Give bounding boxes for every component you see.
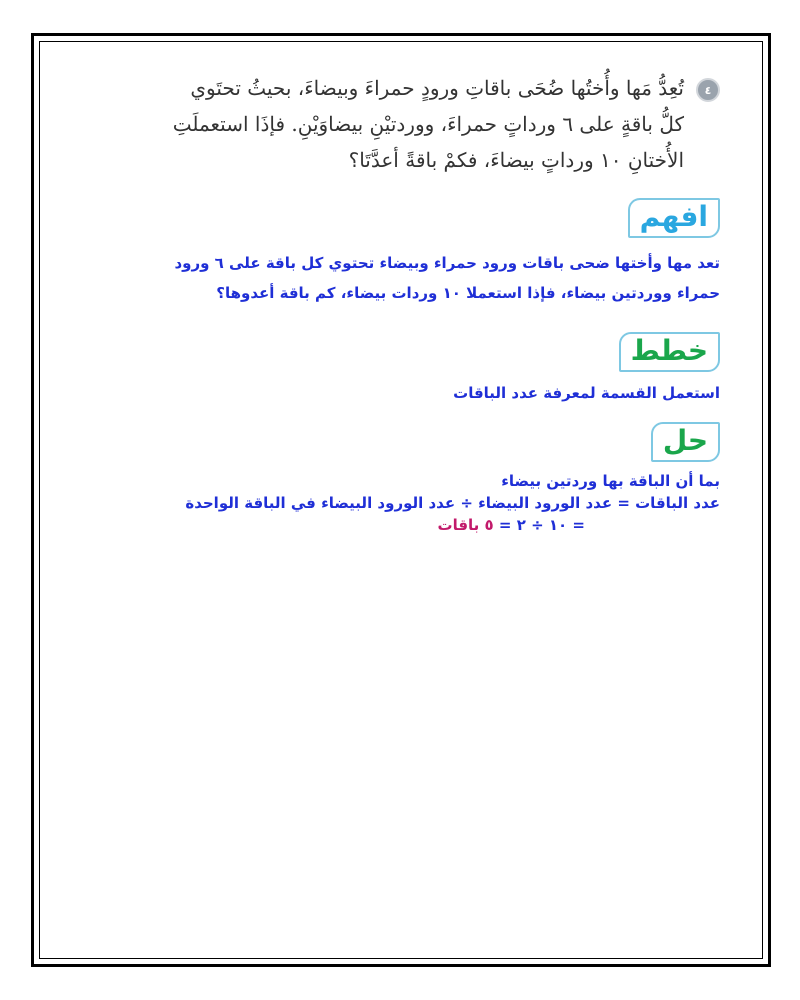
understand-text: [60, 248, 720, 308]
problem-text: [173, 70, 684, 178]
solve-line-2: عدد الباقات = عدد الورود البيضاء ÷ عدد الورود البيضاء في الباقة الواحدة: [185, 494, 720, 512]
solve-line-1: بما أن الباقة بها وردتين بيضاء: [501, 472, 720, 490]
understand-tag: افهم: [628, 198, 720, 238]
understand-line: حمراء ووردتين بيضاء، فإذا استعملا ١٠ وردات بيضاء، كم باقة أعدوها؟: [216, 284, 720, 302]
solve-answer: ٥ باقات: [437, 516, 494, 534]
problem-line: كلُّ باقةٍ على ٦ ورداتٍ حمراءَ، ووردتيْنِ بيضاوَيْنِ. فإذَا استعملَتِ: [172, 112, 684, 136]
problem-statement: [60, 70, 720, 178]
plan-tag: خطط: [619, 332, 720, 372]
problem-line: الأُختانِ ١٠ ورداتٍ بيضاءَ، فكمْ باقةً أعدَّتَا؟: [348, 148, 684, 172]
solve-equation: = ١٠ ÷ ٢ =: [498, 516, 585, 534]
worksheet-content: [60, 70, 720, 536]
solve-result-line: [60, 514, 585, 536]
question-number-badge: ٤: [696, 78, 720, 102]
solve-text: [60, 470, 720, 536]
solve-tag: حل: [651, 422, 720, 462]
problem-line: تُعِدُّ مَها وأُختُها ضُحَى باقاتِ ورودٍ حمراءَ وبيضاءَ، بحيثُ تحتَوي: [190, 76, 684, 100]
plan-text: استعمل القسمة لمعرفة عدد الباقات: [453, 384, 720, 402]
understand-line: تعد مها وأختها ضحى باقات ورود حمراء وبيضاء تحتوي كل باقة على ٦ ورود: [174, 254, 720, 272]
